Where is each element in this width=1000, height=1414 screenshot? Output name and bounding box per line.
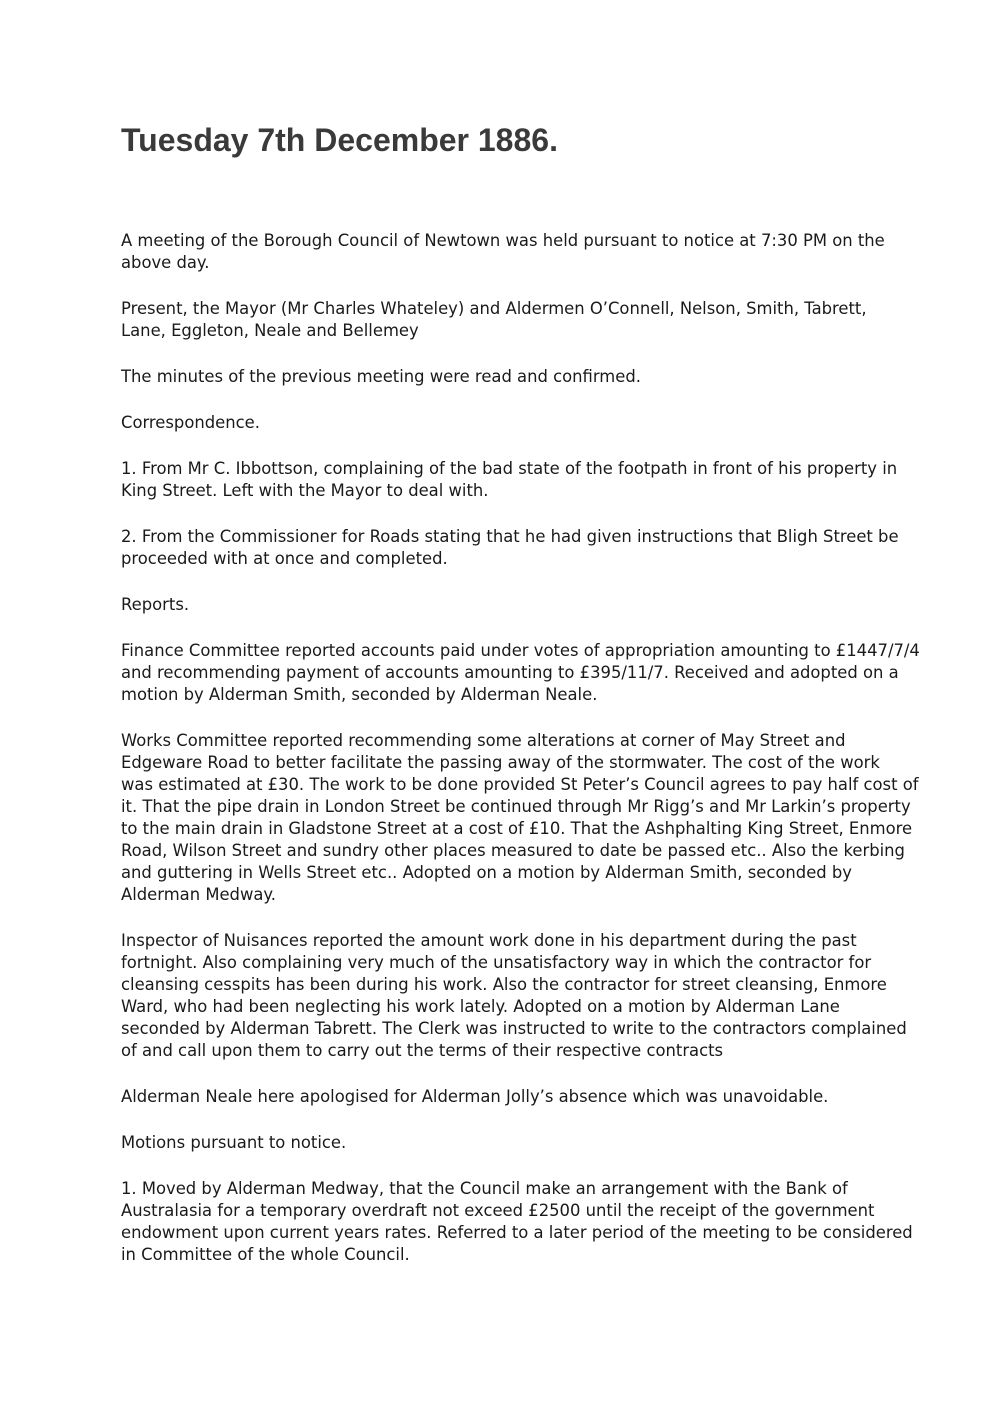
text-line: 1. Moved by Alderman Medway, that the Council make an arrangement with the Bank of [121,1179,848,1198]
paragraph [121,298,891,342]
paragraph [121,730,919,906]
text-line: cleansing cesspits has been during his work. Also the contractor for street cleansing, Enmore [121,975,887,994]
text-line: Reports. [121,595,190,614]
paragraph [121,230,891,274]
text-line: Alderman Medway. [121,885,276,904]
text-line: Australasia for a temporary overdraft not exceed £2500 until the receipt of the government [121,1201,875,1220]
text-line: of and call upon them to carry out the terms of their respective contracts [121,1041,724,1060]
paragraph [121,458,898,502]
text-line: Inspector of Nuisances reported the amount work done in his department during the past [121,931,857,950]
paragraph [121,412,891,434]
text-line: Motions pursuant to notice. [121,1133,347,1152]
text-line: seconded by Alderman Tabrett. The Clerk was instructed to write to the contractors complained [121,1019,907,1038]
paragraph [121,930,907,1062]
page-title: Tuesday 7th December 1886. [121,122,558,158]
text-line: Works Committee reported recommending some alterations at corner of May Street and [121,731,846,750]
text-line: King Street. Left with the Mayor to deal with. [121,481,489,500]
text-line: motion by Alderman Smith, seconded by Alderman Neale. [121,685,598,704]
paragraph [121,366,891,388]
paragraph [121,1178,913,1266]
text-line: 1. From Mr C. Ibbottson, complaining of the bad state of the footpath in front of his property in [121,459,898,478]
text-line: and recommending payment of accounts amounting to £395/11/7. Received and adopted on a [121,663,899,682]
text-line: Present, the Mayor (Mr Charles Whateley) and Aldermen O’Connell, Nelson, Smith, Tabrett, [121,299,867,318]
text-line: A meeting of the Borough Council of Newtown was held pursuant to notice at 7:30 PM on the [121,231,885,250]
paragraph [121,594,891,616]
text-line: it. That the pipe drain in London Street be continued through Mr Rigg’s and Mr Larkin’s property [121,797,911,816]
paragraph [121,526,899,570]
paragraph [121,640,920,706]
paragraph [121,1086,891,1108]
text-line: endowment upon current years rates. Referred to a later period of the meeting to be considered [121,1223,913,1242]
text-line: in Committee of the whole Council. [121,1245,410,1264]
paragraph [121,1132,891,1154]
text-line: Ward, who had been neglecting his work lately. Adopted on a motion by Alderman Lane [121,997,840,1016]
text-line: above day. [121,253,210,272]
text-line: and guttering in Wells Street etc.. Adopted on a motion by Alderman Smith, seconded by [121,863,852,882]
text-line: Finance Committee reported accounts paid under votes of appropriation amounting to £1447/7/4 [121,641,920,660]
text-line: Lane, Eggleton, Neale and Bellemey [121,321,419,340]
text-line: proceeded with at once and completed. [121,549,448,568]
text-line: Road, Wilson Street and sundry other places measured to date be passed etc.. Also the kerbing [121,841,905,860]
text-line: to the main drain in Gladstone Street at a cost of £10. That the Ashphalting King Street, Enmore [121,819,913,838]
text-line: fortnight. Also complaining very much of the unsatisfactory way in which the contractor for [121,953,872,972]
text-line: Edgeware Road to better facilitate the passing away of the stormwater. The cost of the work [121,753,880,772]
text-line: Correspondence. [121,413,260,432]
text-line: The minutes of the previous meeting were read and confirmed. [121,367,641,386]
text-line: was estimated at £30. The work to be done provided St Peter’s Council agrees to pay half cost of [121,775,919,794]
document-body [121,230,920,1290]
text-line: 2. From the Commissioner for Roads stating that he had given instructions that Bligh Street be [121,527,899,546]
text-line: Alderman Neale here apologised for Alderman Jolly’s absence which was unavoidable. [121,1087,829,1106]
